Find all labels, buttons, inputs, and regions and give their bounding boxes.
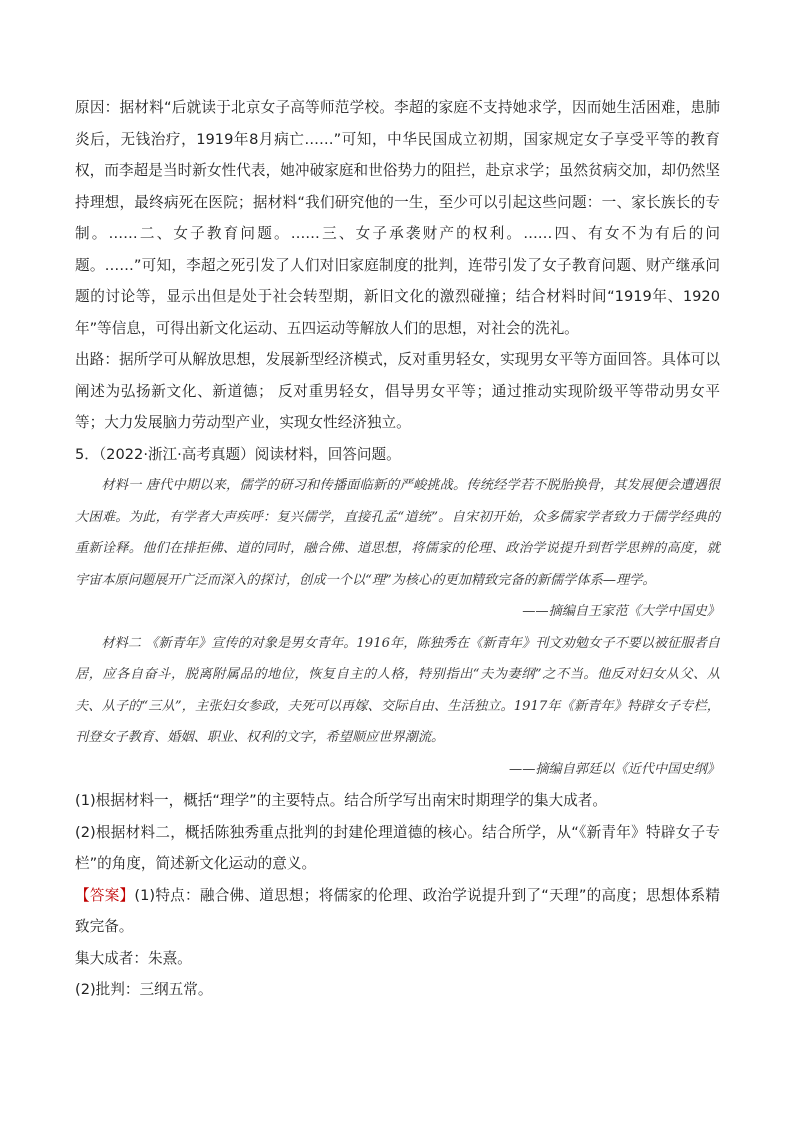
answer-line-3: (2)批判：三纲五常。 [75,981,213,998]
reason-text: 据材料“后就读于北京女子高等师范学校。李超的家庭不支持她求学，因而她生活困难，患肺炎后，无钱治疗，1919年8月病亡……”可知，中华民国成立初期，国家规定女子享受平等的教育权，而李超是当时新女性代表，她冲破家庭和世俗势力的阻拦，赴京求学；虽然贫病交加，却仍然坚持理想，最终病死在医院；据材料“我们研究他的一生，至少可以引起这些问题：一、家长族长的专制。……二、女子教育问题。……三、女子承袭财产的权利。……四、有女不为有后的问题。……”可知，李超之死引发了人们对旧家庭制度的批判，连带引发了女子教育问题、财产继承问题的讨论等，显示出但是处于社会转型期，新旧文化的激烈碰撞；结合材料时间“1919年、1920年”等信息，可得出新文化运动、五四运动等解放人们的思想，对社会的洗礼。 [75,99,720,337]
sub-question-1: (1)根据材料一，概括“理学”的主要特点。结合所学写出南宋时期理学的集大成者。 [75,792,607,809]
answer-line-1 [75,880,720,943]
material-one-source: ——摘编自王家范《大学中国史》 [522,604,720,619]
document-content [75,92,720,1006]
question-header: 5．（2022·浙江·高考真题）阅读材料，回答问题。 [75,445,401,463]
material-two: 材料二 《新青年》宣传的对象是男女青年。1916年，陈独秀在《新青年》刊文劝勉女子不要以被征服者自居，应各自奋斗，脱离附属品的地位，恢复自主的人格，特别指出“夫为妻纲”之不当。他反对妇女从父、从夫、从子的“三从”，主张妇女参政，夫死可以再嫁、交际自由、生活独立。1917年《新青年》特辟女子专栏，刊登女子教育、婚姻、职业、权利的文字，希望顺应世界潮流。 [75,635,720,745]
reason-paragraph [75,92,720,344]
outlet-label: 出路： [75,351,119,368]
material-block [75,470,720,785]
outlet-text: 据所学可从解放思想，发展新型经济模式，反对重男轻女，实现男女平等方面回答。具体可以阐述为弘扬新文化、新道德； 反对重男轻女，倡导男女平等；通过推动实现阶级平等带动男女平等；大力发展脑力劳动型产业，实现女性经济独立。 [75,351,720,431]
material-one: 材料一 唐代中期以来，儒学的研习和传播面临新的严峻挑战。传统经学若不脱胎换骨，其发展便会遭遇很大困难。为此，有学者大声疾呼：复兴儒学，直接孔孟“道统”。自宋初开始，众多儒家学者致力于儒学经典的重新诠释。他们在排拒佛、道的同时，融合佛、道思想，将儒家的伦理、政治学说提升到哲学思辨的高度，就宇宙本原问题展开广泛而深入的探讨，创成一个以“理”为核心的更加精致完备的新儒学体系—理学。 [75,478,720,588]
answer-line-2: 集大成者：朱熹。 [75,949,192,967]
material-two-source: ——摘编自郭廷以《近代中国史纲》 [509,761,720,777]
reason-label: 原因： [75,99,120,116]
answer-text-1: (1)特点：融合佛、道思想；将儒家的伦理、政治学说提升到了“天理”的高度；思想体系精致完备。 [75,886,720,935]
sub-question-2: (2)根据材料二，概括陈独秀重点批判的封建伦理道德的核心。结合所学，从“《新青年》特辟女子专栏”的角度，简述新文化运动的意义。 [75,823,720,872]
answer-tag: 【答案】 [75,886,135,904]
outlet-paragraph [75,344,720,439]
